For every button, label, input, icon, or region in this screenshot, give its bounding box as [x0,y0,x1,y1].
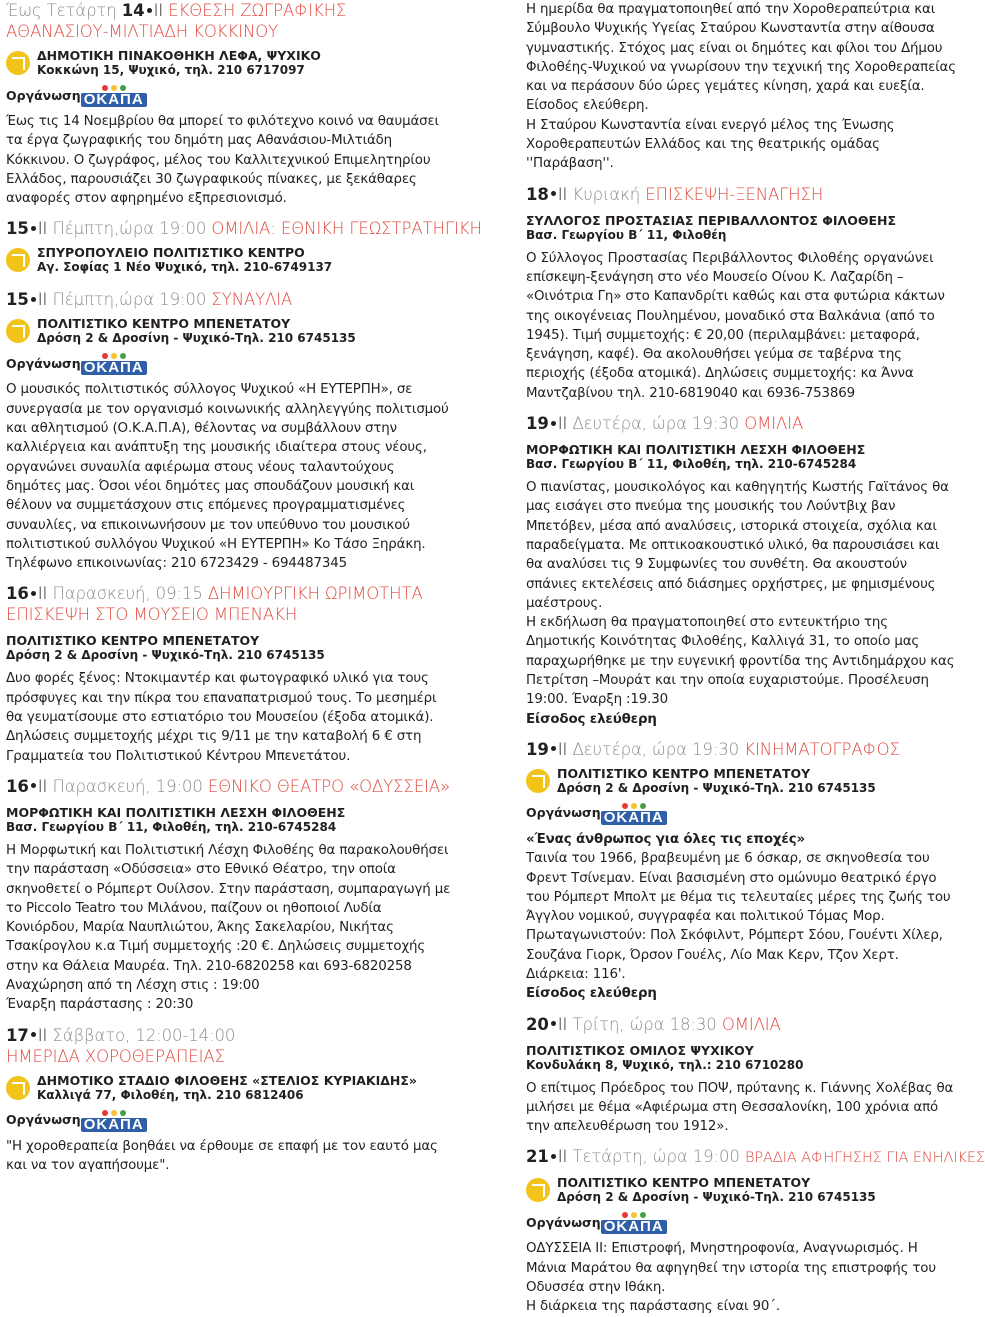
logo-wordmark: ΟΚΑΠΑ [81,1118,147,1132]
venue [526,213,956,243]
left-column [6,0,482,1175]
venue [526,1043,956,1073]
organizer-label: Οργάνωση [6,1112,81,1128]
venue-address: Κονδυλάκη 8, Ψυχικό, τηλ.: 210 6710280 [526,1057,804,1072]
organizer-row [526,1211,956,1236]
venue-address: Δρόση 2 & Δροσίνη - Ψυχικό-Τηλ. 210 6745135 [557,1190,876,1205]
venue-address: Καλλιγά 77, Φιλοθέη, τηλ. 210 6812406 [37,1087,304,1102]
venue-name: ΔΗΜΟΤΙΚΟ ΣΤΑΔΙΟ ΦΙΛΟΘΕΗΣ «ΣΤΕΛΙΟΣ ΚΥΡΙΑΚΙΔΗΣ» [37,1072,418,1088]
event-text: Ο μουσικός πολιτιστικός σύλλογος Ψυχικού «Η ΕΥΤΕΡΠΗ», σε συνεργασία με τον οργανισμό κοινωνικής αλληλεγγύης πολιτισμού και αθλητισμού (Ο.Κ.Α.Π.Α), θέλοντας να συμβάλλουν στην καλλιέργεια και ανάπτυξη της μουσικής ιδιαίτερα στους νέους, οργανώνει συναυλία αφιέρωμα στους νέους ταλαντούχους δημότες μας. Όσοι νέοι δημότες μας σπουδάζουν μουσική και θέλουν να συμμετάσχουν στις επόμενες προγραμματισμένες συναυλίες, να επικοινωνήσουν με τον υπεύθυνο του μουσικού πολιτιστικού συλλόγου Ψυχικού «Η ΕΥΤΕΡΠΗ» Κο Τάσο Ξηράκη. Τηλέφωνο επικοινωνίας: 210 6723429 - 694487345 [6,382,449,572]
event-month: ΙΙ [153,1,164,20]
venue-address: Δρόση 2 & Δροσίνη - Ψυχικό-Τηλ. 210 6745135 [557,780,876,795]
event-day: 15 [6,219,29,239]
organizer-label: Οργάνωση [6,87,81,103]
logo-wordmark: ΟΚΑΠΑ [601,811,667,825]
event-when: Δευτέρα, ώρα 19:30 [572,739,740,759]
venue-address: Δρόση 2 & Δροσίνη - Ψυχικό-Τηλ. 210 6745135 [37,331,356,346]
venue-name: ΜΟΡΦΩΤΙΚΗ ΚΑΙ ΠΟΛΙΤΙΣΤΙΚΗ ΛΕΣΧΗ ΦΙΛΟΘΕΗΣ [526,442,866,458]
venue-name: ΠΟΛΙΤΙΣΤΙΚΟΣ ΟΜΙΛΟΣ ΨΥΧΙΚΟΥ [526,1042,754,1058]
venue [6,1073,451,1103]
event-when: Έως Τετάρτη [6,1,117,20]
event-when: Δευτέρα, ώρα 19:30 [572,414,740,434]
event-day: 21 [526,1147,549,1167]
event-day: 16 [6,776,29,796]
event-heading [6,289,451,310]
event-when: Τετάρτη, ώρα 19:00 [572,1147,740,1167]
event-when: Παρασκευή, 19:00 [52,776,203,796]
event-heading [526,1014,956,1035]
event-text: "Η χοροθεραπεία βοηθάει να έρθουμε σε επαφή με τον εαυτό μας και να τον αγαπήσουμε". [6,1138,438,1173]
music-note-icon [6,51,30,75]
venue [6,316,451,346]
music-note-icon [526,769,550,793]
event-heading [6,1025,451,1067]
venue [6,805,451,835]
venue-name: ΠΟΛΙΤΙΣΤΙΚΟ ΚΕΝΤΡΟ ΜΠΕΝΕΤΑΤΟΥ [37,316,291,332]
event-heading [6,583,451,625]
event-text: Ο επίτιμος Πρόεδρος του ΠΟΨ, πρύτανης κ. Γιάννης Χολέβας θα μιλήσει με θέμα «Αφιέρωμα στη Θεσσαλονίκη, 100 χρόνια από την απελευθέρωση του 1912». [526,1080,954,1135]
venue-name: ΠΟΛΙΤΙΣΤΙΚΟ ΚΕΝΤΡΟ ΜΠΕΝΕΤΑΤΟΥ [6,633,260,649]
venue-address: Βασ. Γεωργίου Β΄ 11, Φιλοθέη, τηλ. 210-6745284 [526,457,857,472]
venue-address: Αγ. Σοφίας 1 Νέο Ψυχικό, τηλ. 210-6749137 [37,260,333,275]
event-heading [6,0,451,42]
event-month: ΙΙ [557,184,568,204]
event-heading [6,218,482,239]
event-title-line2: ΕΠΙΣΚΕΨΗ ΣΤΟ ΜΟΥΣΕΙΟ ΜΠΕΝΑΚΗ [6,605,298,625]
event-day: 16 [6,584,29,604]
okapa-logo [83,351,144,377]
event-title: ΟΜΙΛΙΑ [744,414,804,434]
venue-name: ΔΗΜΟΤΙΚΗ ΠΙΝΑΚΟΘΗΚΗ ΛΕΦΑ, ΨΥΧΙΚΟ [37,48,321,63]
logo-wordmark: ΟΚΑΠΑ [81,361,147,375]
venue-address: Βασ. Γεωργίου Β΄ 11, Φιλοθέη, τηλ. 210-6745284 [6,819,337,834]
event-heading [526,739,956,760]
event-title: ΚΙΝΗΜΑΤΟΓΡΑΦΟΣ [744,739,900,759]
okapa-logo [603,1210,664,1236]
event-month: ΙΙ [37,584,48,604]
organizer-label: Οργάνωση [6,355,81,371]
event-month: ΙΙ [557,414,568,434]
event-text: Η Μορφωτική και Πολιτιστική Λέσχη Φιλοθέης θα παρακολουθήσει την παράσταση «Οδύσσεια» στο Εθνικό Θέατρο, την οποία σκηνοθετεί ο Ρόμπερτ Ουίλσον. Στην παράσταση, συμπαραγωγή με το Piccolo Teatro του Μιλάνου, παίζουν οι ηθοποιοί Λυδία Κονιόρδου, Μαρία Ναυπλιώτου, Άκης Σακελαρίου, Νικήτας Τσακίρογλου κ.α Τιμή συμμετοχής :20 €. Δηλώσεις συμμετοχής στην κα Θάλεια Μαυρέα. Τηλ. 210-6820258 και 693-6820258 Αναχώρηση από τη Λέσχη στις : 19:00 Έναρξη παράστασης : 20:30 [6,842,451,1013]
event-day: 19 [526,739,549,759]
venue-name: ΜΟΡΦΩΤΙΚΗ ΚΑΙ ΠΟΛΙΤΙΣΤΙΚΗ ΛΕΣΧΗ ΦΙΛΟΘΕΗΣ [6,804,346,820]
music-note-icon [6,248,30,272]
event-when: Παρασκευή, 09:15 [52,584,203,604]
event-text: Ο πιανίστας, μουσικολόγος και καθηγητής Κωστής Γαϊτάνος θα μας εισάγει στο πνεύμα της μουσικής του Λούντβιχ βαν Μπετόβεν, μέσα από αναλύσεις, ιστορικά στοιχεία, σχόλια και παραδείγματα. Με οπτικοακουστικό υλικό, θα παρουσιάσει και θα αναλύσει τις 9 Συμφωνίες του συνθέτη. Θα ακουστούν σπάνιες εκτελέσεις από διάσημες ορχήστρες, με φημισμένους μαέστρους. Η εκδήλωση θα πραγματοποιηθεί στο εντευκτήριο της Δημοτικής Κοινότητας Φιλοθέης, Καλλιγά 31, το οποίο μας παραχωρήθηκε με την ευγενική φροντίδα της Αντιδημάρχου κας Πετρίτση –Μουράτ και την οποία ευχαριστούμε. Προσέλευση 19:00. Έναρξη :19.30 Είσοδος ελεύθερη [526,480,955,727]
venue [6,245,451,275]
event-title: ΕΚΘΕΣΗ ΖΩΓΡΑΦΙΚΗΣ [168,1,347,20]
logo-wordmark: ΟΚΑΠΑ [81,93,147,107]
venue-address: Βασ. Γεωργίου Β΄ 11, Φιλοθέη [526,227,727,242]
venue-address: Δρόση 2 & Δροσίνη - Ψυχικό-Τηλ. 210 6745135 [6,648,325,663]
event-heading [526,184,956,205]
venue-name: ΣΥΛΛΟΓΟΣ ΠΡΟΣΤΑΣΙΑΣ ΠΕΡΙΒΑΛΛΟΝΤΟΣ ΦΙΛΟΘΕΗΣ [526,212,897,228]
event-title: ΕΘΝΙΚΟ ΘΕΑΤΡΟ «ΟΔΥΣΣΕΙΑ» [207,776,451,796]
event-text: Έως τις 14 Νοεμβρίου θα μπορεί το φιλότεχνο κοινό να θαυμάσει τα έργα ζωγραφικής του δημότη μας Αθανάσιου-Μιλτιάδη Κόκκινου. Ο ζωγράφος, μέλος του Καλλιτεχνικού Επιμελητηρίου Ελλάδος, παρουσιάζει 30 ζωγραφικούς πίνακες, με ξεκάθαρες αναφορές στον αφηρημένο εξπρεσιονισμό. [6,114,439,207]
venue-name: ΠΟΛΙΤΙΣΤΙΚΟ ΚΕΝΤΡΟ ΜΠΕΝΕΤΑΤΟΥ [557,1175,811,1191]
venue [526,766,956,796]
event-text: Ο Σύλλογος Προστασίας Περιβάλλοντος Φιλοθέης οργανώνει επίσκεψη-ξενάγηση στο νέο Μουσείο Οίνου Κ. Λαζαρίδη – «Οινότρια Γη» στο Καπανδρίτι καθώς και στα φυτώρια κάκτων της οικογένειας Πουλημένου, μοναδικό στα Βαλκάνια (από το 1945). Τιμή συμμετοχής: € 20,00 (περιλαμβάνει: μεταφορά, ξενάγηση, καφέ). Θα ακολουθήσει γεύμα σε ταβέρνα της περιοχής (έξοδα ατομικά). Δηλώσεις συμμετοχής: κα Άννα Μαντζαβίνου τηλ. 210-6819040 και 6936-753869 [526,250,945,401]
event-when: Πέμπτη,ώρα 19:00 [52,219,207,239]
event-when: Κυριακή [572,184,641,204]
event-text: «Ένας άνθρωπος για όλες τις εποχές» Ταινία του 1966, βραβευμένη με 6 όσκαρ, σε σκηνοθεσία του Φρεντ Τσίνεμαν. Είναι βασισμένη στο ομώνυμο θεατρικό έργο του Ρόμπερτ Μπολτ με θέμα τις τελευταίες μέρες της ζωής του Άγγλου νομικού, συγγραφέα και πολιτικού Τόμας Μορ. Πρωταγωνιστούν: Πολ Σκόφιλντ, Ρόμπερτ Σόου, Γουέντι Χίλερ, Σουζάνα Γιορκ, Όρσον Γουέλς, Λίο Μακ Κερν, Τζον Χερτ. Διάρκεια: 116'. Είσοδος ελεύθερη [526,831,951,1002]
event-heading [6,776,451,797]
music-note-icon [6,1076,30,1100]
music-note-icon [6,319,30,343]
okapa-logo [603,801,664,826]
event-when: Τρίτη, ώρα 18:30 [572,1014,717,1034]
organizer-row [526,802,956,824]
okapa-logo [83,83,144,108]
right-column [526,0,985,1317]
event-heading [526,1146,985,1169]
intro-text: Η ημερίδα θα πραγματοποιηθεί από την Χοροθεραπεύτρια και Σύμβουλο Ψυχικής Υγείας Σταύρου Κωνσταντία στην αίθουσα γυμναστικής. Στόχος μας είναι οι δημότες και φίλοι του Δήμου Φιλοθέης-Ψυχικού να γνωρίσουν την τεχνική της Χοροθεραπείας και να περάσουν δύο ώρες γεμάτες κίνηση, χαρά και ευεξία. Είσοδος ελεύθερη. Η Σταύρου Κωνσταντία είναι ενεργό μέλος της Ένωσης Χοροθεραπευτών Ελλάδος και της θεατρικής ομάδας ''Παράβαση''. [526,2,956,172]
organizer-row [6,352,451,377]
event-title: ΗΜΕΡΙΔΑ ΧΟΡΟΘΕΡΑΠΕΙΑΣ [6,1046,225,1066]
event-title: ΕΠΙΣΚΕΨΗ-ΞΕΝΑΓΗΣΗ [645,184,824,204]
organizer-row [6,1109,451,1131]
event-title-line2: ΑΘΑΝΑΣΙΟΥ-ΜΙΛΤΙΑΔΗ ΚΟΚΚΙΝΟΥ [6,22,279,41]
event-when: Πέμπτη,ώρα 19:00 [52,290,207,310]
event-day: 14 [121,1,145,20]
venue-name: ΠΟΛΙΤΙΣΤΙΚΟ ΚΕΝΤΡΟ ΜΠΕΝΕΤΑΤΟΥ [557,765,811,781]
event-month: ΙΙ [37,290,48,310]
event-title: ΔΗΜΙΟΥΡΓΙΚΗ ΩΡΙΜΟΤΗΤΑ [207,584,423,604]
music-note-icon [526,1178,550,1202]
event-day: 15 [6,290,29,310]
event-title: ΟΜΙΛΙΑ [721,1014,781,1034]
event-text: Δυο φορές ξένος: Ντοκιμαντέρ και φωτογραφικό υλικό για τους πρόσφυγες και την πίκρα του επαναπατρισμού τους. Το μεσημέρι θα γευματίσουμε στο εστιατόριο του Μουσείου (έξοδα ατομικά). Δηλώσεις συμμετοχής μέχρι τις 9/11 με την καταβολή 6 € στη Γραμματεία του Πολιτιστικού Κέντρου Μπενετάτου. [6,671,437,764]
venue [6,633,451,663]
event-when: Σάββατο, 12:00-14:00 [52,1025,236,1045]
venue-address: Κοκκώνη 15, Ψυχικό, τηλ. 210 6717097 [37,63,305,77]
venue-name: ΣΠΥΡΟΠΟΥΛΕΙΟ ΠΟΛΙΤΙΣΤΙΚΟ ΚΕΝΤΡΟ [37,245,305,261]
event-title: ΒΡΑΔΙΑ ΑΦΗΓΗΣΗΣ ΓΙΑ ΕΝΗΛΙΚΕΣ [744,1150,985,1167]
event-day: 20 [526,1014,549,1034]
organizer-row [6,84,451,106]
event-month: ΙΙ [557,739,568,759]
event-month: ΙΙ [37,1025,48,1045]
event-title: ΟΜΙΛΙΑ: ΕΘΝΙΚΗ ΓΕΩΣΤΡΑΤΗΓΙΚΗ [211,219,482,239]
organizer-label: Οργάνωση [526,1214,601,1230]
event-month: ΙΙ [557,1014,568,1034]
event-month: ΙΙ [37,776,48,796]
venue [526,442,956,472]
event-month: ΙΙ [37,219,48,239]
event-day: 19 [526,414,549,434]
event-text: ΟΔΥΣΣΕΙΑ ΙΙ: Επιστροφή, Μνηστηροφονία, Αναγνωρισμός. Η Μάνια Μαράτου θα αφηγηθεί την ιστορία της επιστροφής του Οδυσσέα στην Ιθάκη. Η διάρκεια της παράστασης είναι 90΄. [526,1241,936,1315]
venue [526,1175,956,1205]
event-month: ΙΙ [557,1147,568,1167]
logo-wordmark: ΟΚΑΠΑ [601,1220,667,1234]
okapa-logo [83,1108,144,1133]
event-day: 18 [526,184,549,204]
venue [6,48,451,78]
event-heading [526,413,956,434]
organizer-label: Οργάνωση [526,805,601,821]
event-day: 17 [6,1025,29,1045]
event-title: ΣΥΝΑΥΛΙΑ [211,290,293,310]
